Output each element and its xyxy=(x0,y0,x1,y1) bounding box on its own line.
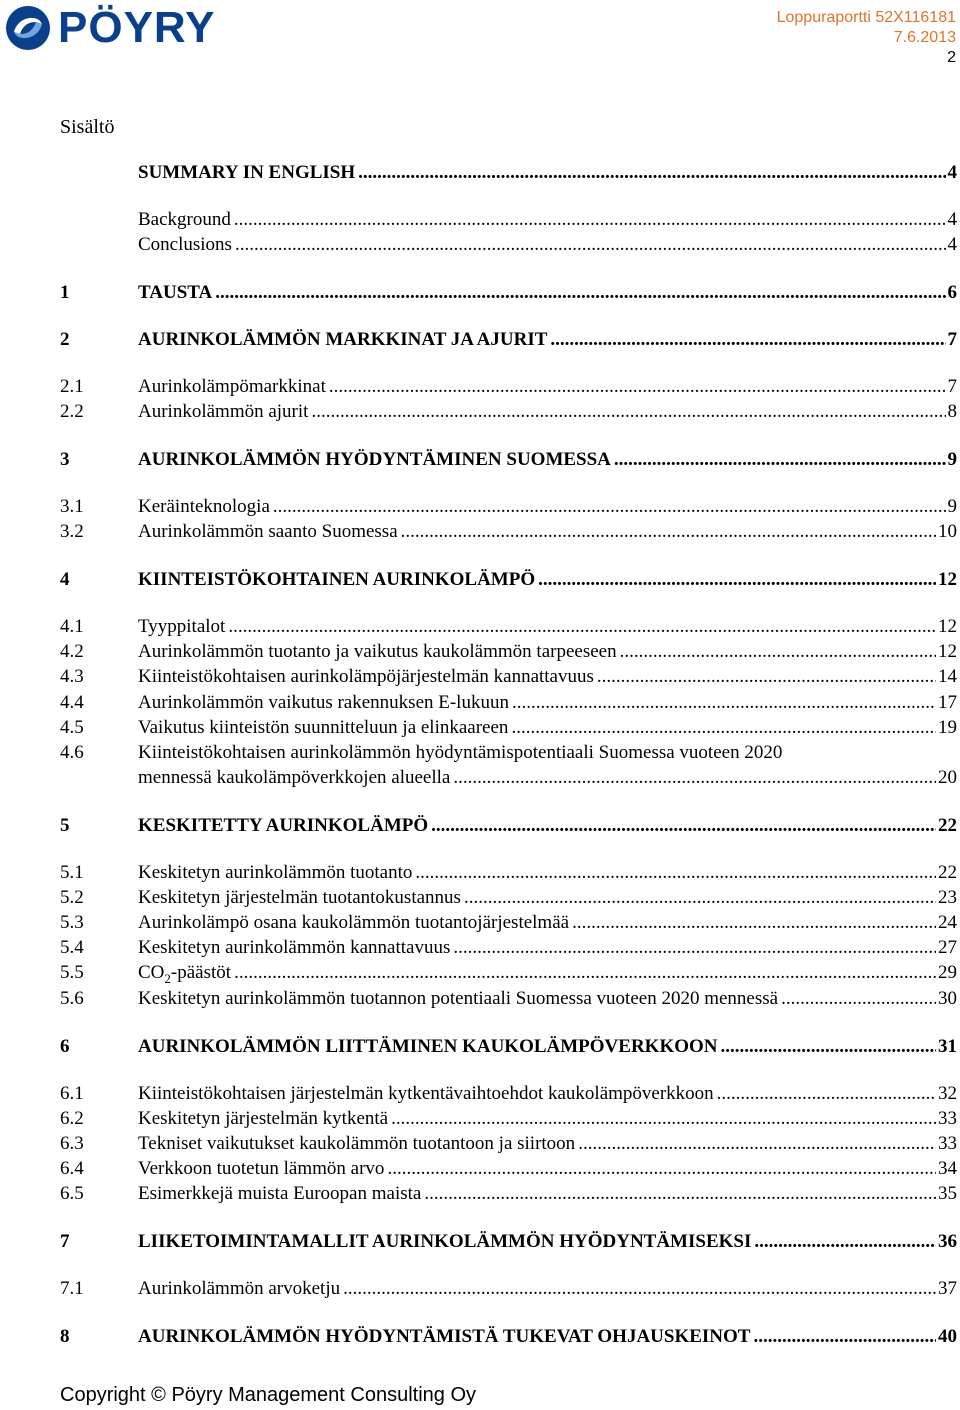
toc-entry[interactable] xyxy=(60,664,957,689)
toc-entry-page: 4 xyxy=(947,209,957,230)
toc-entry-number: 4.5 xyxy=(60,717,84,738)
toc-entry[interactable] xyxy=(60,327,957,352)
toc-entry-page: 4 xyxy=(947,234,957,255)
toc-entry-title: mennessä kaukolämpöverkkojen alueella xyxy=(138,767,451,788)
toc-entry-number: 5.6 xyxy=(60,988,84,1009)
toc-entry-number: 6.3 xyxy=(60,1133,84,1154)
toc-entry[interactable] xyxy=(60,494,957,519)
toc-entry-number: 7.1 xyxy=(60,1278,84,1299)
report-date: 7.6.2013 xyxy=(893,29,956,46)
toc-entry-number: 3.2 xyxy=(60,521,84,542)
toc-entry-title: AURINKOLÄMMÖN MARKKINAT JA AJURIT xyxy=(138,329,548,350)
toc-entry-title: Conclusions xyxy=(138,234,232,255)
toc-entry-number: 2 xyxy=(60,329,70,350)
dot-leader xyxy=(453,765,936,790)
toc-entry[interactable] xyxy=(60,639,957,664)
toc-entry-page: 23 xyxy=(938,887,957,908)
toc-entry-page: 12 xyxy=(938,641,957,662)
toc-entry-title: Background xyxy=(138,209,231,230)
toc-entry-page: 33 xyxy=(938,1133,957,1154)
toc-entry[interactable] xyxy=(60,1131,957,1156)
toc-entry-title: -päästöt xyxy=(170,962,232,983)
dot-leader xyxy=(572,910,936,935)
toc-entry-title: Keskitetyn järjestelmän tuotantokustannus xyxy=(138,887,461,908)
dot-leader xyxy=(781,986,936,1011)
toc-entry-number: 3.1 xyxy=(60,496,84,517)
toc-entry-page: 32 xyxy=(938,1083,957,1104)
toc-entry-title: AURINKOLÄMMÖN LIITTÄMINEN KAUKOLÄMPÖVERKKOON xyxy=(138,1036,718,1057)
toc-entry[interactable] xyxy=(60,399,957,424)
toc-entry-title: CO xyxy=(138,962,165,983)
toc-entry[interactable] xyxy=(60,1229,957,1254)
dot-leader xyxy=(754,1229,936,1254)
dot-leader xyxy=(453,935,936,960)
toc-entry[interactable] xyxy=(60,860,957,885)
toc-entry-title: Kiinteistökohtaisen aurinkolämmön hyödyntämispotentiaali Suomessa vuoteen 2020 xyxy=(138,742,783,763)
toc-entry[interactable] xyxy=(60,160,957,185)
toc-entry-title: Keskitetyn aurinkolämmön tuotanto xyxy=(138,862,413,883)
toc-entry-number: 6 xyxy=(60,1036,70,1057)
toc-entry-number: 5 xyxy=(60,815,70,836)
toc-entry-number: 6.2 xyxy=(60,1108,84,1129)
dot-leader xyxy=(358,160,945,185)
toc-entry[interactable] xyxy=(60,690,957,715)
toc-entry-title: Aurinkolämmön arvoketju xyxy=(138,1278,341,1299)
toc-entry[interactable] xyxy=(60,986,957,1011)
dot-leader xyxy=(721,1034,936,1059)
toc-entry-page: 40 xyxy=(938,1326,957,1347)
toc-entry-page: 9 xyxy=(947,449,957,470)
dot-leader xyxy=(235,232,946,257)
toc-entry-title: Aurinkolämmön ajurit xyxy=(138,401,309,422)
toc-entry-page: 7 xyxy=(947,329,957,350)
toc-entry-number: 5.5 xyxy=(60,962,84,983)
toc-entry-title: Keskitetyn aurinkolämmön tuotannon potentiaali Suomessa vuoteen 2020 mennessä xyxy=(138,988,779,1009)
toc-entry-subscript: 2 xyxy=(164,970,171,986)
toc-entry-page: 22 xyxy=(938,862,957,883)
toc-entry-page: 8 xyxy=(947,401,957,422)
dot-leader xyxy=(620,639,936,664)
toc-entry-page: 12 xyxy=(938,569,957,590)
toc-entry-title: Keräinteknologia xyxy=(138,496,270,517)
toc-entry-page: 30 xyxy=(938,988,957,1009)
toc-entry-title: Aurinkolämpö osana kaukolämmön tuotantojärjestelmää xyxy=(138,912,570,933)
dot-leader xyxy=(550,327,945,352)
toc-entry[interactable] xyxy=(60,280,957,305)
toc-entry-page: 36 xyxy=(938,1231,957,1252)
copyright-footer: Copyright © Pöyry Management Consulting Oy xyxy=(60,1384,477,1406)
toc-entry-number: 4 xyxy=(60,569,70,590)
toc-entry-page: 4 xyxy=(947,162,957,183)
toc-entry-title: Kiinteistökohtaisen järjestelmän kytkentävaihtoehdot kaukolämpöverkkoon xyxy=(138,1083,714,1104)
toc-entry-number: 5.2 xyxy=(60,887,84,908)
toc-entry-number: 1 xyxy=(60,282,70,303)
toc-entry[interactable] xyxy=(60,1181,957,1206)
toc-entry-title: Verkkoon tuotetun lämmön arvo xyxy=(138,1158,385,1179)
toc-entry-title: Aurinkolämmön vaikutus rakennuksen E-lukuun xyxy=(138,692,509,713)
toc-entry[interactable] xyxy=(60,715,957,740)
toc-entry-title: Esimerkkejä muista Euroopan maista xyxy=(138,1183,422,1204)
toc-entry-page: 20 xyxy=(938,767,957,788)
toc-entry-title: LIIKETOIMINTAMALLIT AURINKOLÄMMÖN HYÖDYNTÄMISEKSI xyxy=(138,1231,752,1252)
dot-leader xyxy=(431,813,936,838)
toc-entry-number: 2.1 xyxy=(60,376,84,397)
dot-leader xyxy=(511,715,936,740)
toc-entry-title: Tekniset vaikutukset kaukolämmön tuotantoon ja siirtoon xyxy=(138,1133,576,1154)
toc-entry[interactable] xyxy=(60,232,957,257)
toc-entry-title: Vaikutus kiinteistön suunnitteluun ja elinkaareen xyxy=(138,717,509,738)
toc-entry[interactable] xyxy=(60,1156,957,1181)
toc-entry[interactable] xyxy=(60,935,957,960)
toc-entry-page: 10 xyxy=(938,521,957,542)
dot-leader xyxy=(753,1324,936,1349)
toc-entry-title: Keskitetyn aurinkolämmön kannattavuus xyxy=(138,937,451,958)
toc-entry-number: 2.2 xyxy=(60,401,84,422)
toc-entry-page: 22 xyxy=(938,815,957,836)
page-number: 2 xyxy=(947,49,956,66)
dot-leader xyxy=(343,1276,936,1301)
toc-entry-number: 6.1 xyxy=(60,1083,84,1104)
toc-entry-page: 27 xyxy=(938,937,957,958)
toc-entry-title: AURINKOLÄMMÖN HYÖDYNTÄMINEN SUOMESSA xyxy=(138,449,611,470)
dot-leader xyxy=(215,280,945,305)
poyry-swirl-icon xyxy=(4,4,52,52)
dot-leader xyxy=(387,1156,936,1181)
toc-entry-page: 34 xyxy=(938,1158,957,1179)
dot-leader xyxy=(234,207,946,232)
toc-entry-number: 7 xyxy=(60,1231,70,1252)
toc-entry[interactable] xyxy=(60,614,957,639)
toc-entry[interactable] xyxy=(60,567,957,592)
toc-entry-title: SUMMARY IN ENGLISH xyxy=(138,162,356,183)
dot-leader xyxy=(401,519,936,544)
toc-entry[interactable] xyxy=(60,447,957,472)
toc-entry-page: 31 xyxy=(938,1036,957,1057)
toc-entry-number: 5.1 xyxy=(60,862,84,883)
toc-entry[interactable] xyxy=(60,207,957,232)
toc-entry-title: Aurinkolämpömarkkinat xyxy=(138,376,326,397)
toc-entry[interactable] xyxy=(60,374,957,399)
toc-entry-title: Aurinkolämmön saanto Suomessa xyxy=(138,521,398,542)
toc-entry-title: Keskitetyn järjestelmän kytkentä xyxy=(138,1108,389,1129)
toc-entry-number: 5.4 xyxy=(60,937,84,958)
toc-entry-page: 35 xyxy=(938,1183,957,1204)
toc-entry-title: Kiinteistökohtaisen aurinkolämpöjärjestelmän kannattavuus xyxy=(138,666,594,687)
toc-entry-number: 6.5 xyxy=(60,1183,84,1204)
dot-leader xyxy=(717,1081,936,1106)
dot-leader xyxy=(578,1131,936,1156)
dot-leader xyxy=(512,690,936,715)
toc-entry-page: 12 xyxy=(938,616,957,637)
toc-entry-title: Aurinkolämmön tuotanto ja vaikutus kaukolämmön tarpeeseen xyxy=(138,641,617,662)
toc-entry-page: 33 xyxy=(938,1108,957,1129)
toc-entry-page: 29 xyxy=(938,962,957,983)
toc-entry-page: 6 xyxy=(947,282,957,303)
dot-leader xyxy=(424,1181,936,1206)
report-id: Loppuraportti 52X116181 xyxy=(776,9,956,26)
toc-entry-page: 19 xyxy=(938,717,957,738)
toc-entry[interactable] xyxy=(60,813,957,838)
toc-entry-number: 8 xyxy=(60,1326,70,1347)
dot-leader xyxy=(464,885,936,910)
toc-entry-number: 4.2 xyxy=(60,641,84,662)
toc-entry-page: 9 xyxy=(947,496,957,517)
toc-entry-page: 14 xyxy=(938,666,957,687)
logo-wordmark: PÖYRY xyxy=(58,3,216,52)
header-meta xyxy=(777,8,956,68)
dot-leader xyxy=(614,447,946,472)
toc-entry[interactable] xyxy=(60,1034,957,1059)
toc-entry-number: 4.6 xyxy=(60,742,84,763)
poyry-logo xyxy=(4,4,215,52)
toc-entry-number: 5.3 xyxy=(60,912,84,933)
toc-entry-title: AURINKOLÄMMÖN HYÖDYNTÄMISTÄ TUKEVAT OHJAUSKEINOT xyxy=(138,1326,751,1347)
toc-entry-number: 6.4 xyxy=(60,1158,84,1179)
dot-leader xyxy=(311,399,945,424)
dot-leader xyxy=(329,374,946,399)
dot-leader xyxy=(597,664,936,689)
dot-leader xyxy=(415,860,936,885)
dot-leader xyxy=(391,1106,936,1131)
toc-entry-number: 4.4 xyxy=(60,692,84,713)
toc-entry-page: 7 xyxy=(947,376,957,397)
toc-entry[interactable] xyxy=(60,910,957,935)
toc-entry[interactable] xyxy=(60,1324,957,1349)
toc-entry-page: 37 xyxy=(938,1278,957,1299)
toc-entry-title: KIINTEISTÖKOHTAINEN AURINKOLÄMPÖ xyxy=(138,569,536,590)
toc-entry-title: Tyyppitalot xyxy=(138,616,226,637)
toc-entry-title: KESKITETTY AURINKOLÄMPÖ xyxy=(138,815,429,836)
toc-entry-number: 4.1 xyxy=(60,616,84,637)
toc-entry-page: 17 xyxy=(938,692,957,713)
toc-entry-number: 3 xyxy=(60,449,70,470)
dot-leader xyxy=(234,960,936,985)
toc-entry[interactable] xyxy=(60,1276,957,1301)
toc-entry-page: 24 xyxy=(938,912,957,933)
dot-leader xyxy=(273,494,946,519)
dot-leader xyxy=(228,614,936,639)
toc-entry[interactable] xyxy=(60,1081,957,1106)
toc-entry[interactable] xyxy=(60,885,957,910)
toc-entry-number: 4.3 xyxy=(60,666,84,687)
toc-entry-title: TAUSTA xyxy=(138,282,213,303)
toc-entry[interactable] xyxy=(60,740,957,790)
toc-entry[interactable] xyxy=(60,519,957,544)
toc-entry[interactable] xyxy=(60,1106,957,1131)
toc-heading: Sisältö xyxy=(60,116,115,138)
dot-leader xyxy=(538,567,936,592)
